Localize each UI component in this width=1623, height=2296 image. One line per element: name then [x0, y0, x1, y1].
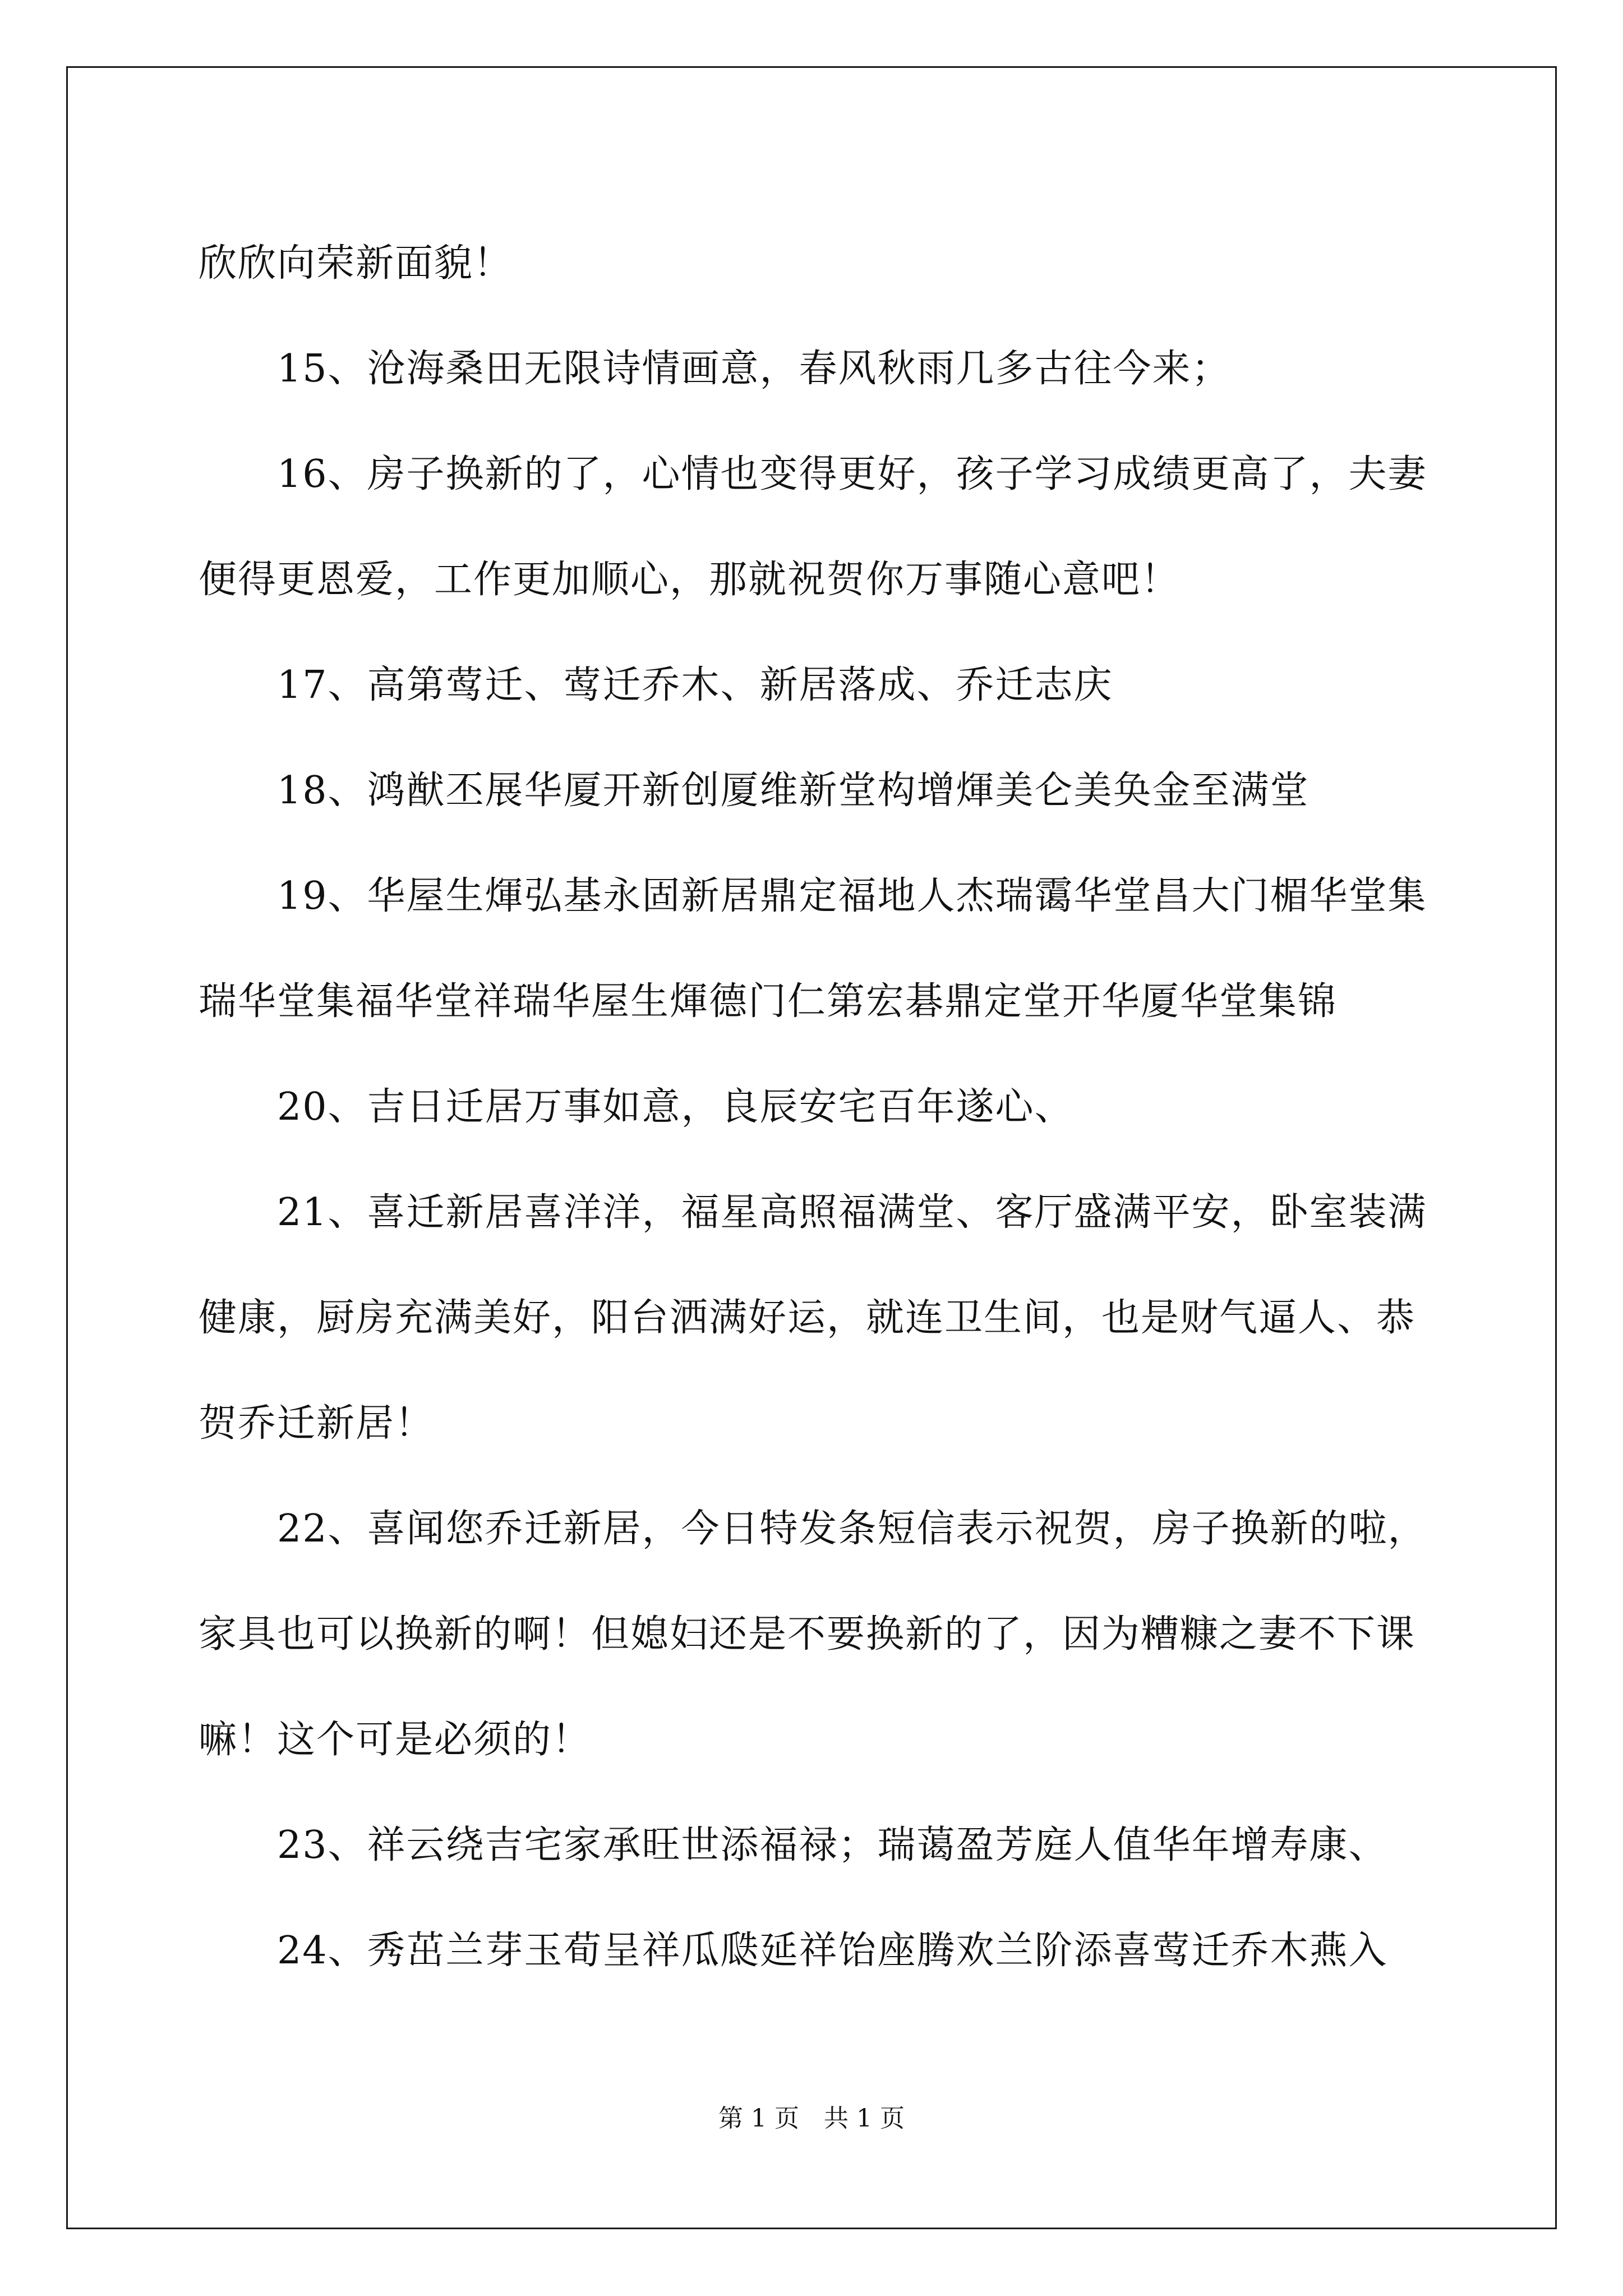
paragraph-continuation: 欣欣向荣新面貌！: [199, 241, 513, 286]
page-number-footer: 第 1 页 共 1 页: [718, 2104, 905, 2133]
paragraph-item-21: 21、喜迁新居喜洋洋，福星高照福满堂、客厅盛满平安，卧室装满健康，厨房充满美好，阳台洒满好运，就连卫生间，也是财气逼人、恭贺乔迁新居！: [199, 1190, 1427, 1446]
document-body: [199, 211, 1444, 2004]
paragraph-item-24: 24、秀茁兰芽玉荀呈祥瓜瓞延祥饴座腾欢兰阶添喜莺迁乔木燕入: [199, 1929, 1388, 1973]
paragraph-item-15: 15、沧海桑田无限诗情画意，春风秋雨几多古往今来；: [199, 347, 1231, 391]
paragraph-item-17: 17、高第莺迁、莺迁乔木、新居落成、乔迁志庆: [199, 663, 1113, 707]
paragraph-item-23: 23、祥云绕吉宅家承旺世添福禄；瑞蔼盈芳庭人值华年增寿康、: [199, 1823, 1388, 1867]
paragraph-item-19: 19、华屋生煇弘基永固新居鼎定福地人杰瑞霭华堂昌大门楣华堂集瑞华堂集福华堂祥瑞华屋生煇德门仁第宏碁鼎定堂开华厦华堂集锦: [199, 874, 1427, 1024]
paragraph-item-18: 18、鸿猷丕展华厦开新创厦维新堂构增煇美仑美奂金至满堂: [199, 769, 1310, 813]
paragraph-item-22: 22、喜闻您乔迁新居，今日特发条短信表示祝贺，房子换新的啦，家具也可以换新的啊！但媳妇还是不要换新的了，因为糟糠之妻不下课嘛！这个可是必须的！: [199, 1507, 1427, 1762]
paragraph-item-20: 20、吉日迁居万事如意，良辰安宅百年遂心、: [199, 1085, 1074, 1129]
paragraph-item-16: 16、房子换新的了，心情也变得更好，孩子学习成绩更高了，夫妻便得更恩爱，工作更加顺心，那就祝贺你万事随心意吧！: [199, 452, 1427, 602]
